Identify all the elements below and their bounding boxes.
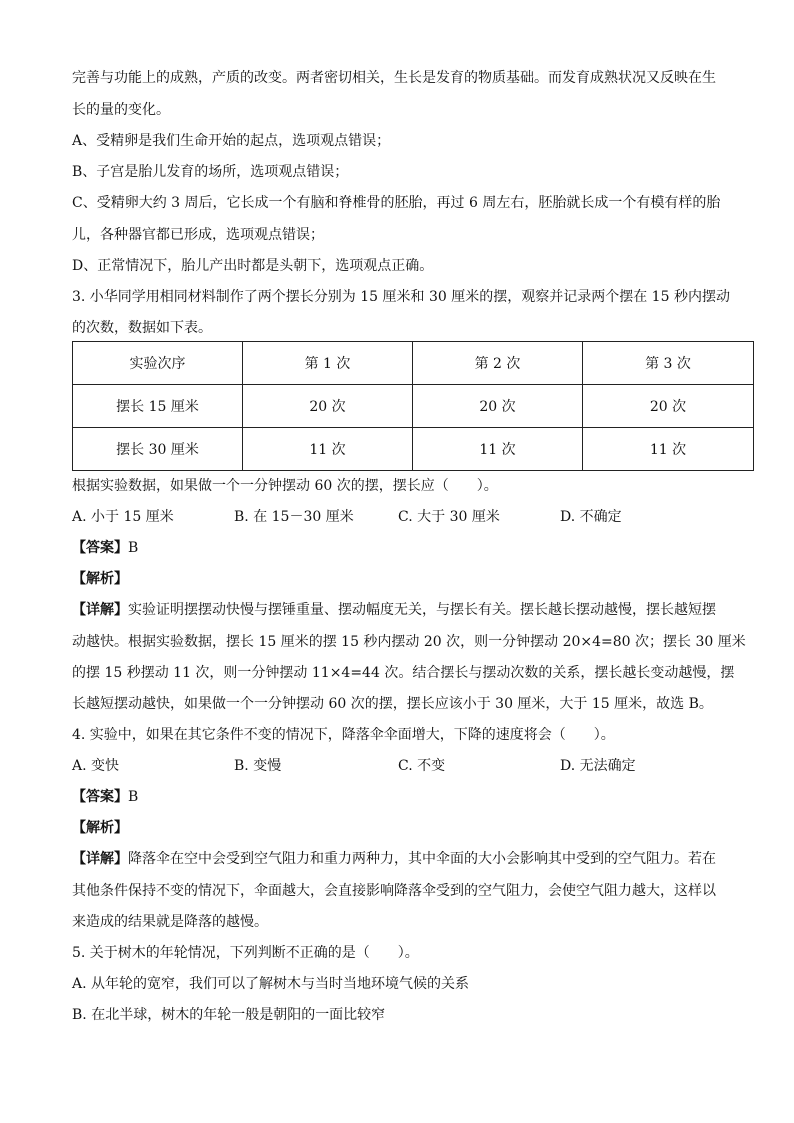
- question-3-options: [72, 507, 752, 527]
- option-b: B. 变慢: [234, 758, 282, 774]
- answer-value: B: [128, 789, 139, 805]
- detail-label: 【详解】: [72, 851, 128, 867]
- detail-text: 实验证明摆摆动快慢与摆锤重量、摆动幅度无关，与摆长有关。摆长越长摆动越慢，摆长越短摆: [128, 602, 716, 618]
- table-cell: 11 次: [413, 428, 583, 471]
- text-line: 完善与功能上的成熟，产质的改变。两者密切相关，生长是发育的物质基础。而发育成熟状况又反映在生: [72, 70, 716, 86]
- table-header-row: [73, 342, 754, 385]
- detail-line: 动越快。根据实验数据，摆长 15 厘米的摆 15 秒内摆动 20 次，则一分钟摆动 20×4=80 次；摆长 30 厘米: [72, 634, 746, 650]
- detail-line: 其他条件保持不变的情况下，伞面越大，会直接影响降落伞受到的空气阻力，会使空气阻力越大，这样以: [72, 883, 716, 899]
- option-c: C. 不变: [398, 758, 446, 774]
- table-header-cell: 第 3 次: [583, 342, 754, 385]
- option-b: B. 在北半球，树木的年轮一般是朝阳的一面比较窄: [72, 1007, 386, 1023]
- question-5-stem: 5. 关于树木的年轮情况，下列判断不正确的是（ ）。: [72, 945, 419, 961]
- table-cell: 摆长 30 厘米: [73, 428, 243, 471]
- table-cell: 11 次: [583, 428, 754, 471]
- table-cell: 20 次: [243, 385, 413, 428]
- question-4-options: [72, 756, 752, 776]
- table-row: [73, 385, 754, 428]
- analysis-label-text: 【解析】: [72, 571, 128, 587]
- detail-line: [72, 849, 752, 869]
- option-a: A. 变快: [72, 758, 120, 774]
- question-3-prompt: 根据实验数据，如果做一个一分钟摆动 60 次的摆，摆长应（ ）。: [72, 478, 498, 494]
- table-cell: 20 次: [583, 385, 754, 428]
- option-b: B. 在 15－30 厘米: [234, 509, 354, 525]
- answer-line: [72, 787, 752, 807]
- detail-line: 的摆 15 秒摆动 11 次，则一分钟摆动 11×4=44 次。结合摆长与摆动次数的关系，摆长越长变动越慢，摆: [72, 665, 735, 681]
- detail-text: 降落伞在空中会受到空气阻力和重力两种力，其中伞面的大小会影响其中受到的空气阻力。若在: [128, 851, 716, 867]
- table-header-cell: 实验次序: [73, 342, 243, 385]
- detail-line: 长越短摆动越快，如果做一个一分钟摆动 60 次的摆，摆长应该小于 30 厘米，大于 15 厘米，故选 B。: [72, 696, 713, 712]
- option-d: D. 无法确定: [560, 758, 636, 774]
- analysis-label: [72, 818, 752, 838]
- detail-line: [72, 600, 752, 620]
- analysis-label: [72, 569, 752, 589]
- pendulum-data-table: [72, 341, 754, 471]
- option-c-analysis-cont: 儿，各种器官都已形成，选项观点错误；: [72, 227, 324, 243]
- table-cell: 11 次: [243, 428, 413, 471]
- question-4-stem: 4. 实验中，如果在其它条件不变的情况下，降落伞伞面增大，下降的速度将会（ ）。: [72, 727, 615, 743]
- option-b-analysis: B、子宫是胎儿发育的场所，选项观点错误；: [72, 164, 349, 180]
- answer-label: 【答案】: [72, 789, 128, 805]
- text-line: 长的量的变化。: [72, 102, 170, 118]
- option-a-analysis: A、受精卵是我们生命开始的起点，选项观点错误；: [72, 133, 391, 149]
- detail-line: 来造成的结果就是降落的越慢。: [72, 914, 268, 930]
- answer-label: 【答案】: [72, 540, 128, 556]
- table-header-cell: 第 2 次: [413, 342, 583, 385]
- answer-line: [72, 538, 752, 558]
- analysis-label-text: 【解析】: [72, 820, 128, 836]
- answer-value: B: [128, 540, 139, 556]
- question-3-stem: 3. 小华同学用相同材料制作了两个摆长分别为 15 厘米和 30 厘米的摆，观察并记录两个摆在 15 秒内摆动: [72, 289, 730, 305]
- option-c: C. 大于 30 厘米: [398, 509, 500, 525]
- question-3-stem-cont: 的次数，数据如下表。: [72, 320, 212, 336]
- table-header-cell: 第 1 次: [243, 342, 413, 385]
- option-c-analysis: C、受精卵大约 3 周后，它长成一个有脑和脊椎骨的胚胎，再过 6 周左右，胚胎就长成一个有模有样的胎: [72, 195, 721, 211]
- option-a: A. 从年轮的宽窄，我们可以了解树木与当时当地环境气候的关系: [72, 976, 470, 992]
- table-row: [73, 428, 754, 471]
- table-cell: 摆长 15 厘米: [73, 385, 243, 428]
- option-d-analysis: D、正常情况下，胎儿产出时都是头朝下，选项观点正确。: [72, 258, 434, 274]
- option-d: D. 不确定: [560, 509, 622, 525]
- option-a: A. 小于 15 厘米: [72, 509, 174, 525]
- table-cell: 20 次: [413, 385, 583, 428]
- detail-label: 【详解】: [72, 602, 128, 618]
